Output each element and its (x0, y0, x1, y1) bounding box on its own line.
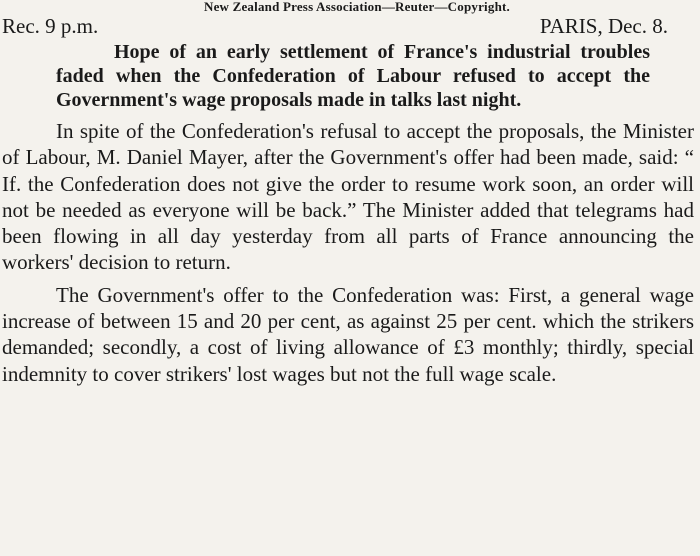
body-paragraph-1: In spite of the Confederation's refusal to accept the proposals, the Minister of Labour, M. Daniel Mayer, after the Government's offer had been made, said: “ If. the Confederation does not give the order to resume work soon, an order will not be needed as everyone will be back.” The Minister added that telegrams had been flowing in all day yesterday from all parts of France announcing the workers' decision to return. (2, 119, 694, 275)
agency-credit: New Zealand Press Association—Reuter—Copyright. (204, 0, 510, 14)
dateline-row (2, 14, 694, 38)
body-paragraph-2: The Government's offer to the Confederation was: First, a general wage increase of between 15 and 20 per cent, as against 25 per cent. which the strikers demanded; secondly, a cost of living allowance of £3 monthly; thirdly, special indemnity to cover strikers' lost wages but not the full wage scale. (2, 282, 694, 386)
dateline-place-date: PARIS, Dec. 8. (539, 14, 668, 38)
received-time: Rec. 9 p.m. (2, 14, 99, 38)
lead-paragraph: Hope of an early settlement of France's industrial troubles faded when the Confederation of Labour refused to accept the Government's wage proposals made in talks last night. (56, 41, 650, 111)
